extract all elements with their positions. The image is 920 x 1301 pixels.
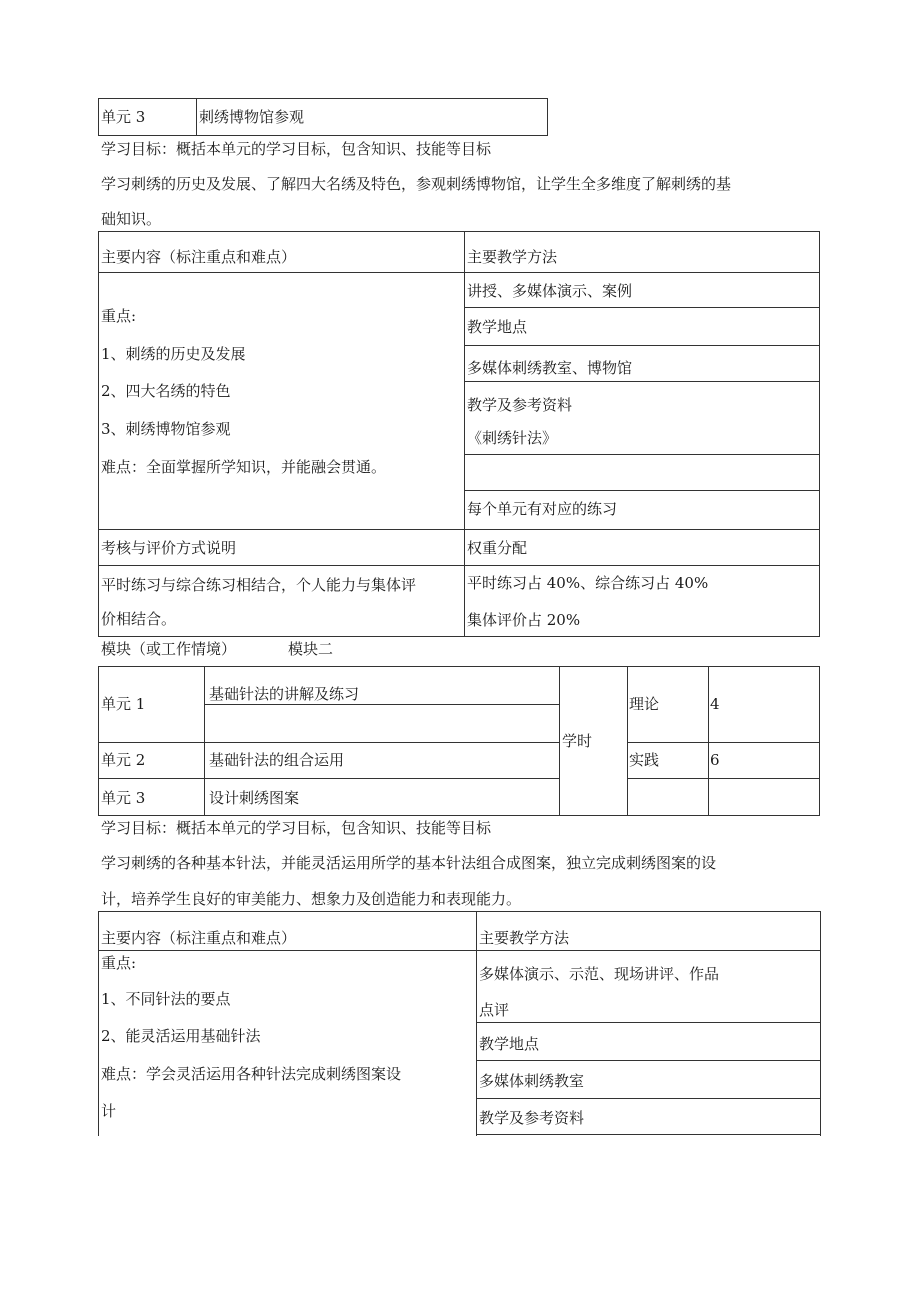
unit-2-label: 单元 2 [101, 751, 146, 769]
method-value: 讲授、多媒体演示、案例 [467, 282, 633, 300]
content-item: 3、刺绣博物馆参观 [101, 420, 231, 438]
content-key-label-2: 重点: [101, 954, 137, 972]
assessment-header: 考核与评价方式说明 [101, 539, 237, 557]
content-key-label: 重点: [101, 307, 137, 325]
method-header: 主要教学方法 [467, 248, 558, 266]
assessment-text-line1: 平时练习与综合练习相结合，个人能力与集体评 [101, 576, 417, 594]
content-difficulty-2: 难点：学会灵活运用各种针法完成刺绣图案设 [101, 1065, 402, 1083]
goal-text-line1: 学习刺绣的历史及发展、了解四大名绣及特色，参观刺绣博物馆，让学生全多维度了解刺绣的基 [101, 175, 732, 193]
unit-label: 单元 3 [101, 108, 146, 126]
content-item-2: 1、不同针法的要点 [101, 990, 231, 1008]
content-item-2: 2、能灵活运用基础针法 [101, 1027, 261, 1045]
theory-label: 理论 [629, 695, 660, 713]
module-units-table [98, 666, 820, 816]
content-difficulty-2-cont: 计 [101, 1102, 117, 1120]
method-value-2-line2: 点评 [479, 1001, 510, 1019]
unit-name: 刺绣博物馆参观 [199, 108, 305, 126]
content-header: 主要内容（标注重点和难点） [101, 248, 297, 266]
unit-3-label: 单元 3 [101, 789, 146, 807]
method-header-2: 主要教学方法 [479, 929, 570, 947]
goal-heading: 学习目标：概括本单元的学习目标，包含知识、技能等目标 [101, 140, 492, 158]
weight-header: 权重分配 [467, 539, 528, 557]
module-label: 模块（或工作情境） [101, 640, 237, 658]
assessment-text-line2: 价相结合。 [101, 610, 177, 628]
goal-heading-2: 学习目标：概括本单元的学习目标，包含知识、技能等目标 [101, 819, 492, 837]
location-value-2: 多媒体刺绣教室 [479, 1072, 585, 1090]
content-difficulty: 难点：全面掌握所学知识，并能融会贯通。 [101, 458, 387, 476]
location-value: 多媒体刺绣教室、博物馆 [467, 359, 633, 377]
hours-label: 学时 [562, 732, 593, 750]
method-value-2-line1: 多媒体演示、示范、现场讲评、作品 [479, 965, 720, 983]
weight-line2: 集体评价占 20% [467, 611, 581, 629]
content-header-2: 主要内容（标注重点和难点） [101, 929, 297, 947]
unit-2-name: 基础针法的组合运用 [209, 751, 345, 769]
practice-note: 每个单元有对应的练习 [467, 500, 618, 518]
theory-hours: 4 [710, 695, 720, 713]
location-label: 教学地点 [467, 318, 528, 336]
content-item: 1、刺绣的历史及发展 [101, 345, 246, 363]
reference-value: 《刺绣针法》 [467, 429, 558, 447]
reference-label-2: 教学及参考资料 [479, 1109, 585, 1127]
practice-hours: 6 [710, 751, 720, 769]
practice-label: 实践 [629, 751, 660, 769]
unit-1-name: 基础针法的讲解及练习 [209, 685, 360, 703]
location-label-2: 教学地点 [479, 1035, 540, 1053]
unit-3-name: 设计刺绣图案 [209, 789, 300, 807]
weight-line1: 平时练习占 40%、综合练习占 40% [467, 574, 709, 592]
goal-text-2-line2: 计，培养学生良好的审美能力、想象力及创造能力和表现能力。 [101, 890, 522, 908]
module-value: 模块二 [288, 640, 334, 658]
content-item: 2、四大名绣的特色 [101, 382, 231, 400]
unit-1-label: 单元 1 [101, 695, 146, 713]
unit3-header-table [98, 98, 548, 136]
goal-text-2-line1: 学习刺绣的各种基本针法，并能灵活运用所学的基本针法组合成图案，独立完成刺绣图案的设 [101, 854, 717, 872]
goal-text-line2: 础知识。 [101, 210, 162, 228]
reference-label: 教学及参考资料 [467, 396, 573, 414]
